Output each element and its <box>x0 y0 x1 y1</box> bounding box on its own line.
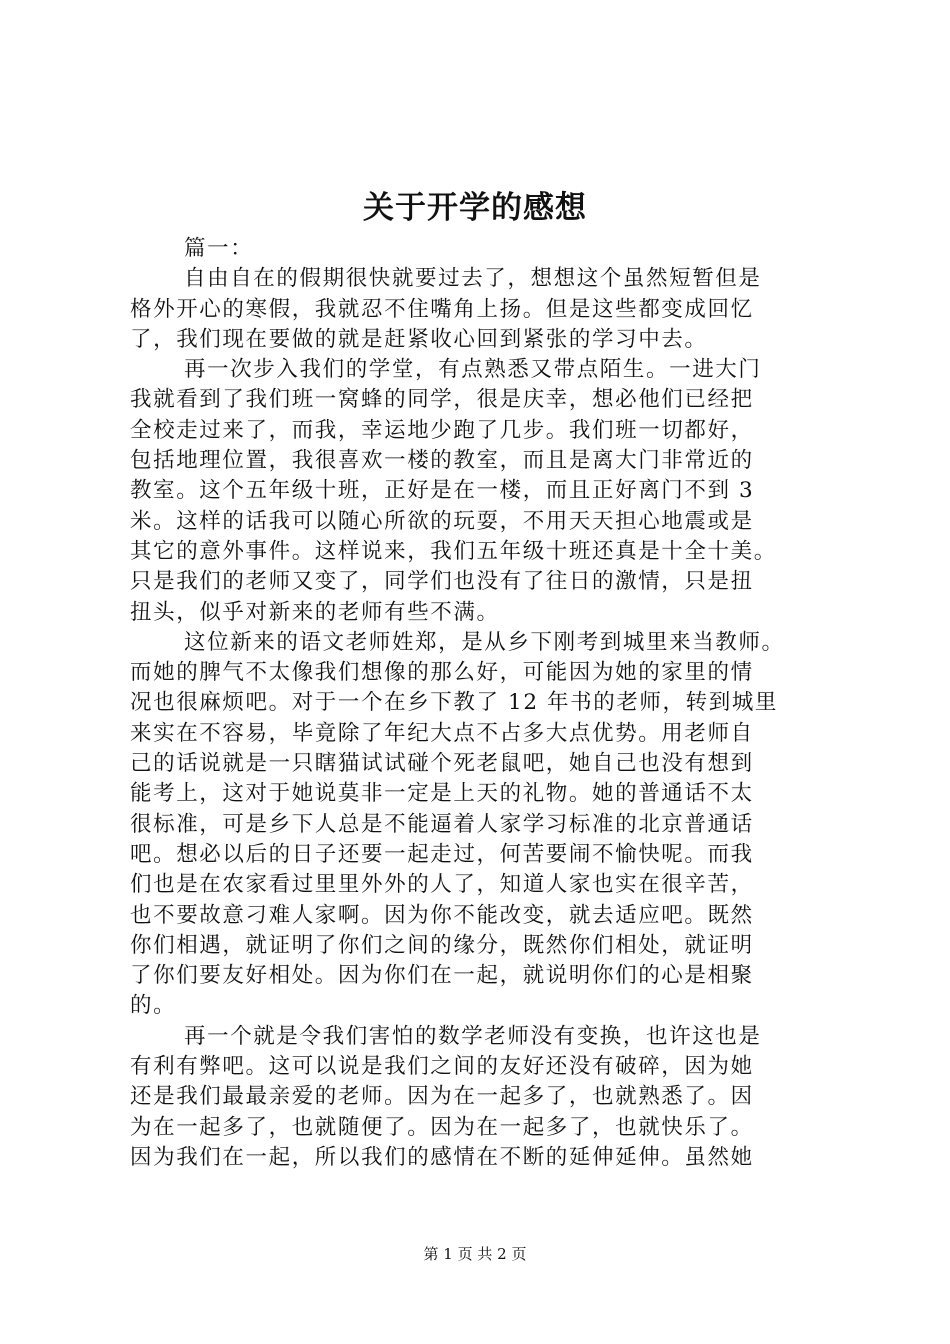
text-line: 也不要故意刁难人家啊。因为你不能改变，就去适应吧。既然 <box>130 902 754 928</box>
text-line: 况也很麻烦吧。对于一个在乡下教了 12 年书的老师，转到城里 <box>130 690 779 716</box>
text-line: 的。 <box>130 993 177 1019</box>
text-line: 吧。想必以后的日子还要一起走过，何苦要闹不愉快呢。而我 <box>130 841 754 867</box>
text-line: 只是我们的老师又变了，同学们也没有了往日的激情，只是扭 <box>130 569 754 595</box>
document-body <box>130 234 830 1173</box>
text-line: 米。这样的话我可以随心所欲的玩耍，不用天天担心地震或是 <box>130 508 754 534</box>
text-line: 自由自在的假期很快就要过去了，想想这个虽然短暂但是 <box>184 266 762 292</box>
text-line: 而她的脾气不太像我们想像的那么好，可能因为她的家里的情 <box>130 660 754 686</box>
text-line: 再一个就是令我们害怕的数学老师没有变换，也许这也是 <box>184 1023 762 1049</box>
text-line: 来实在不容易，毕竟除了年纪大点不占多大点优势。用老师自 <box>130 720 754 746</box>
text-line: 篇一： <box>184 236 254 261</box>
text-line: 你们相遇，就证明了你们之间的缘分，既然你们相处，就证明 <box>130 932 754 958</box>
text-line: 有利有弊吧。这可以说是我们之间的友好还没有破碎，因为她 <box>130 1054 754 1080</box>
text-line: 再一次步入我们的学堂，有点熟悉又带点陌生。一进大门 <box>184 357 762 383</box>
text-line: 了你们要友好相处。因为你们在一起，就说明你们的心是相聚 <box>130 963 754 989</box>
text-line: 这位新来的语文老师姓郑，是从乡下刚考到城里来当教师。 <box>184 629 785 655</box>
text-line: 为在一起多了，也就随便了。因为在一起多了，也就快乐了。 <box>130 1114 754 1140</box>
text-line: 因为我们在一起，所以我们的感情在不断的延伸延伸。虽然她 <box>130 1144 754 1170</box>
text-line: 扭头，似乎对新来的老师有些不满。 <box>130 599 500 625</box>
text-line: 我就看到了我们班一窝蜂的同学，很是庆幸，想必他们已经把 <box>130 387 754 413</box>
text-line: 己的话说就是一只瞎猫试试碰个死老鼠吧，她自己也没有想到 <box>130 751 754 777</box>
text-line: 还是我们最最亲爱的老师。因为在一起多了，也就熟悉了。因 <box>130 1084 754 1110</box>
text-line: 格外开心的寒假，我就忍不住嘴角上扬。但是这些都变成回忆 <box>130 296 754 322</box>
text-line: 能考上，这对于她说莫非一定是上天的礼物。她的普通话不太 <box>130 781 754 807</box>
text-line: 全校走过来了，而我，幸运地少跑了几步。我们班一切都好， <box>130 417 754 443</box>
text-line: 包括地理位置，我很喜欢一楼的教室，而且是离大门非常近的 <box>130 448 754 474</box>
text-line: 了，我们现在要做的就是赶紧收心回到紧张的学习中去。 <box>130 326 708 352</box>
page-title: 关于开学的感想 <box>363 190 587 226</box>
text-line: 其它的意外事件。这样说来，我们五年级十班还真是十全十美。 <box>130 538 777 564</box>
text-line: 很标准，可是乡下人总是不能逼着人家学习标准的北京普通话 <box>130 811 754 837</box>
text-line: 教室。这个五年级十班，正好是在一楼，而且正好离门不到 3 <box>130 478 755 504</box>
text-line: 们也是在农家看过里里外外的人了，知道人家也实在很辛苦， <box>130 872 754 898</box>
page-number-footer: 第 1 页 共 2 页 <box>423 1245 527 1263</box>
